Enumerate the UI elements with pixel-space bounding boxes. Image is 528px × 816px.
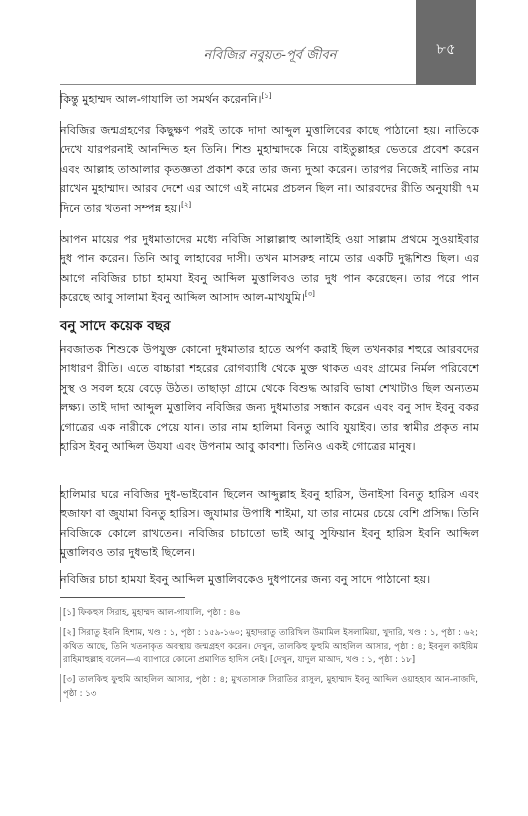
paragraph: নবজাতক শিশুকে উপযুক্ত কোনো দুধমাতার হাতে অর্পণ করাই ছিল তখনকার শহুরে আরবদের সাধারণ রীতি। এতে বাচ্চারা শহরের রোগব্যাধি থেকে মুক্ত থাকত এবং গ্রামের নির্মল পরিবেশে সুস্থ ও সবল হয়ে বেড়ে উঠত। তাছাড়া গ্রামে থেকে বিশুদ্ধ আরবি ভাষা শেখাটাও ছিল অন্যতম লক্ষ্য। তাই দাদা আব্দুল মুত্তালিব নবিজির জন্য দুধমাতার সন্ধান করেন এবং বনু সাদ ইবনু বকর গোত্রের এক নারীকে পেয়ে যান। তার নাম হালিমা বিনতু আবি যুয়াইব। তার স্বামীর প্রকৃত নাম হারিস ইবনু আব্দিল উযযা এবং উপনাম আবু কাবশা। তিনিও একই গোত্রের মানুষ। [60, 343, 479, 454]
footnote-ref: [২] [181, 200, 192, 209]
header-rule [60, 84, 416, 85]
running-title: নবিজির নবুয়ত-পূর্ব জীবন [203, 48, 337, 63]
footnote: [২] সিরাতু ইবনি হিশাম, খণ্ড : ১, পৃষ্ঠা : ১৫৯-১৬০; মুহাদরাতু তারিখিল উমামিল ইসলামিয়া, খুদারি, খণ্ড : ১, পৃষ্ঠা : ৬২; কথিত আছে, তিনি খতনাকৃত অবস্থায় জন্মগ্রহণ করেন। দেখুন, তালকিহু ফুহুমি আহলিল আসার, পৃষ্ঠা : ৪; ইবনুল কাইয়িম রাহিমাহুল্লাহ বলেন—এ ব্যাপারে কোনো প্রমাণিত হাদিস নেই। [দেখুন, যাদুল মাআদ, খণ্ড : ১, পৃষ্ঠা : ১৮] [60, 627, 478, 668]
paragraph-text: কিন্তু মুহাম্মদ আল-গাযালি তা সমর্থন করেননি। [60, 93, 262, 106]
footnote-ref: [১] [261, 92, 272, 100]
paragraph: হালিমার ঘরে নবিজির দুধ-ভাইবোন ছিলেন আব্দুল্লাহ ইবনু হারিস, উনাইসা বিনতু হারিস এবং হুজাফা বা জুযামা বিনতু হারিস। জুযামার উপাধি শাইমা, যা তার নামের চেয়ে বেশি প্রসিদ্ধ। তিনি নবিজিকে কোলে রাখতেন। নবিজির চাচাতো ভাই আবু সুফিয়ান ইবনু হারিস ইবনি আব্দিল মুত্তালিবও তার দুধভাই ছিলেন। [60, 488, 479, 560]
footnote-ref: [৩] [304, 290, 315, 299]
paragraph-text: নবিজির জন্মগ্রহণের কিছুক্ষণ পরই তাকে দাদা আব্দুল মুত্তালিবের কাছে পাঠানো হয়। নাতিকে দেখে যারপরনাই আনন্দিত হন তিনি। শিশু মুহাম্মাদকে নিয়ে বাইতুল্লাহর ভেতরে প্রবেশ করেন এবং আল্লাহ তাআলার কৃতজ্ঞতা প্রকাশ করে তার জন্য দুআ করেন। তারপর নিজেই নাতির নাম রাখেন মুহাম্মাদ। আরব দেশে এর আগে এই নামের প্রচলন ছিল না। আরবদের রীতি অনুযায়ী ৭ম দিনে তার খতনা সম্পন্ন হয়। [60, 124, 479, 215]
paragraph-block [60, 570, 479, 589]
paragraph: নবিজির চাচা হামযা ইবনু আব্দিল মুত্তালিবকেও দুধপানের জন্য বনু সাদে পাঠানো হয়। [60, 573, 431, 586]
footnote: [৩] তালকিহু ফুহুমি আহলিল আসার, পৃষ্ঠা : ৪; মুখতাসারু সিরাতির রাসুল, মুহাম্মাদ ইবনু আব্দিল ওয়াহহাব আন-নাজদি, পৃষ্ঠা : ১৩ [60, 674, 478, 702]
paragraph-block [60, 340, 479, 456]
paragraph [60, 230, 479, 308]
page-number: ৮৫ [436, 40, 456, 58]
paragraph-block [60, 230, 479, 308]
footnotes [60, 607, 478, 708]
paragraph [60, 90, 479, 109]
paragraph-text: আপন মায়ের পর দুধমাতাদের মধ্যে নবিজি সাল্লাল্লাহু আলাইহি ওয়া সাল্লাম প্রথমে সুওয়াইবার দুধ পান করেন। তিনি আবু লাহাবের দাসী। তখন মাসরুহ নামে তার একটি দুগ্ধশিশু ছিল। এর আগে নবিজির চাচা হামযা ইবনু আব্দিল মুত্তালিবও তার দুধ পান করেছেন। তার পরে পান করেছে আবু সালামা ইবনু আব্দিল আসাদ আল-মাখযুমি। [60, 233, 479, 305]
paragraph-block [60, 121, 479, 218]
paragraph-block [60, 485, 479, 563]
paragraph [60, 121, 479, 218]
section-heading: বনু সাদে কয়েক বছর [60, 318, 171, 334]
footnote-rule [60, 597, 185, 598]
paragraph-block [60, 90, 479, 109]
footnote: [১] ফিকহুস সিরাহ, মুহাম্মদ আল-গাযালি, পৃষ্ঠা : ৪৬ [60, 607, 478, 621]
